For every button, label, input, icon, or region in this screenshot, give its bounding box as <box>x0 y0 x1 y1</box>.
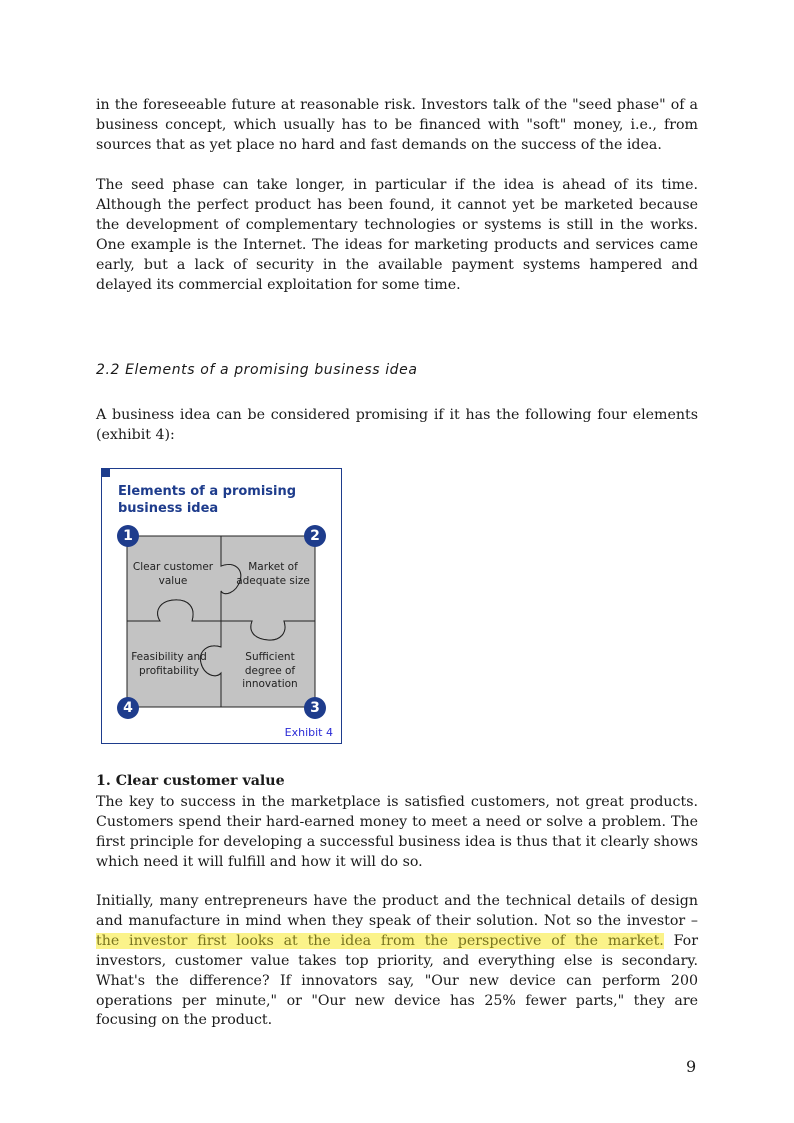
subheading-clear-customer-value: 1. Clear customer value <box>96 773 285 789</box>
paragraph-seed-phase-longer: The seed phase can take longer, in particular if the idea is ahead of its time. Although the perfect product has been found, it cannot yet be marketed because the development of complementary technologies or systems is still in the works. One example is the Internet. The ideas for marketing products and services came early, but a lack of security in the available payment systems hampered and delayed its commercial exploitation for some time. <box>96 177 698 293</box>
number-badge-2: 2 <box>304 525 326 547</box>
paragraph-four-elements: A business idea can be considered promising if it has the following four elements (exhibit 4): <box>96 407 698 443</box>
exhibit-caption: Exhibit 4 <box>284 726 333 739</box>
exhibit-title: Elements of a promising business idea <box>118 484 297 516</box>
paragraph-investor-perspective <box>96 892 698 1031</box>
paragraph-seed-phase: in the foreseeable future at reasonable risk. Investors talk of the "seed phase" of a business concept, which usually has to be financed with "soft" money, i.e., from sources that as yet place no hard and fast demands on the success of the idea. <box>96 97 698 153</box>
section-heading: 2.2 Elements of a promising business idea <box>96 362 418 378</box>
number-badge-1: 1 <box>117 525 139 547</box>
number-badge-4: 4 <box>117 697 139 719</box>
piece-label-3: Sufficient degree of innovation <box>242 651 298 690</box>
highlighted-text: the investor first looks at the idea from the perspective of the market. <box>96 932 664 949</box>
piece-label-2: Market of adequate size <box>236 561 310 587</box>
exhibit-figure <box>101 468 342 744</box>
paragraph-text-before-highlight: Initially, many entrepreneurs have the product and the technical details of design and manufacture in mind when they speak of their solution. Not so the investor – <box>96 893 698 929</box>
page-number: 9 <box>686 1057 697 1076</box>
number-badge-3: 3 <box>304 697 326 719</box>
paragraph-key-to-success: The key to success in the marketplace is satisfied customers, not great products. Customers spend their hard-earned money to meet a need or solve a problem. The first principle for developing a successful business idea is thus that it clearly shows which need it will fulfill and how it will do so. <box>96 794 698 870</box>
paragraph-text-after-highlight: For investors, customer value takes top priority, and everything else is secondary. What's the difference? If innovators say, "Our new device can perform 200 operations per minute," or "Our new device has 25% fewer parts," they are focusing on the product. <box>96 932 698 1029</box>
piece-label-1: Clear customer value <box>132 561 214 587</box>
piece-label-4: Feasibility and profitability <box>131 651 207 677</box>
